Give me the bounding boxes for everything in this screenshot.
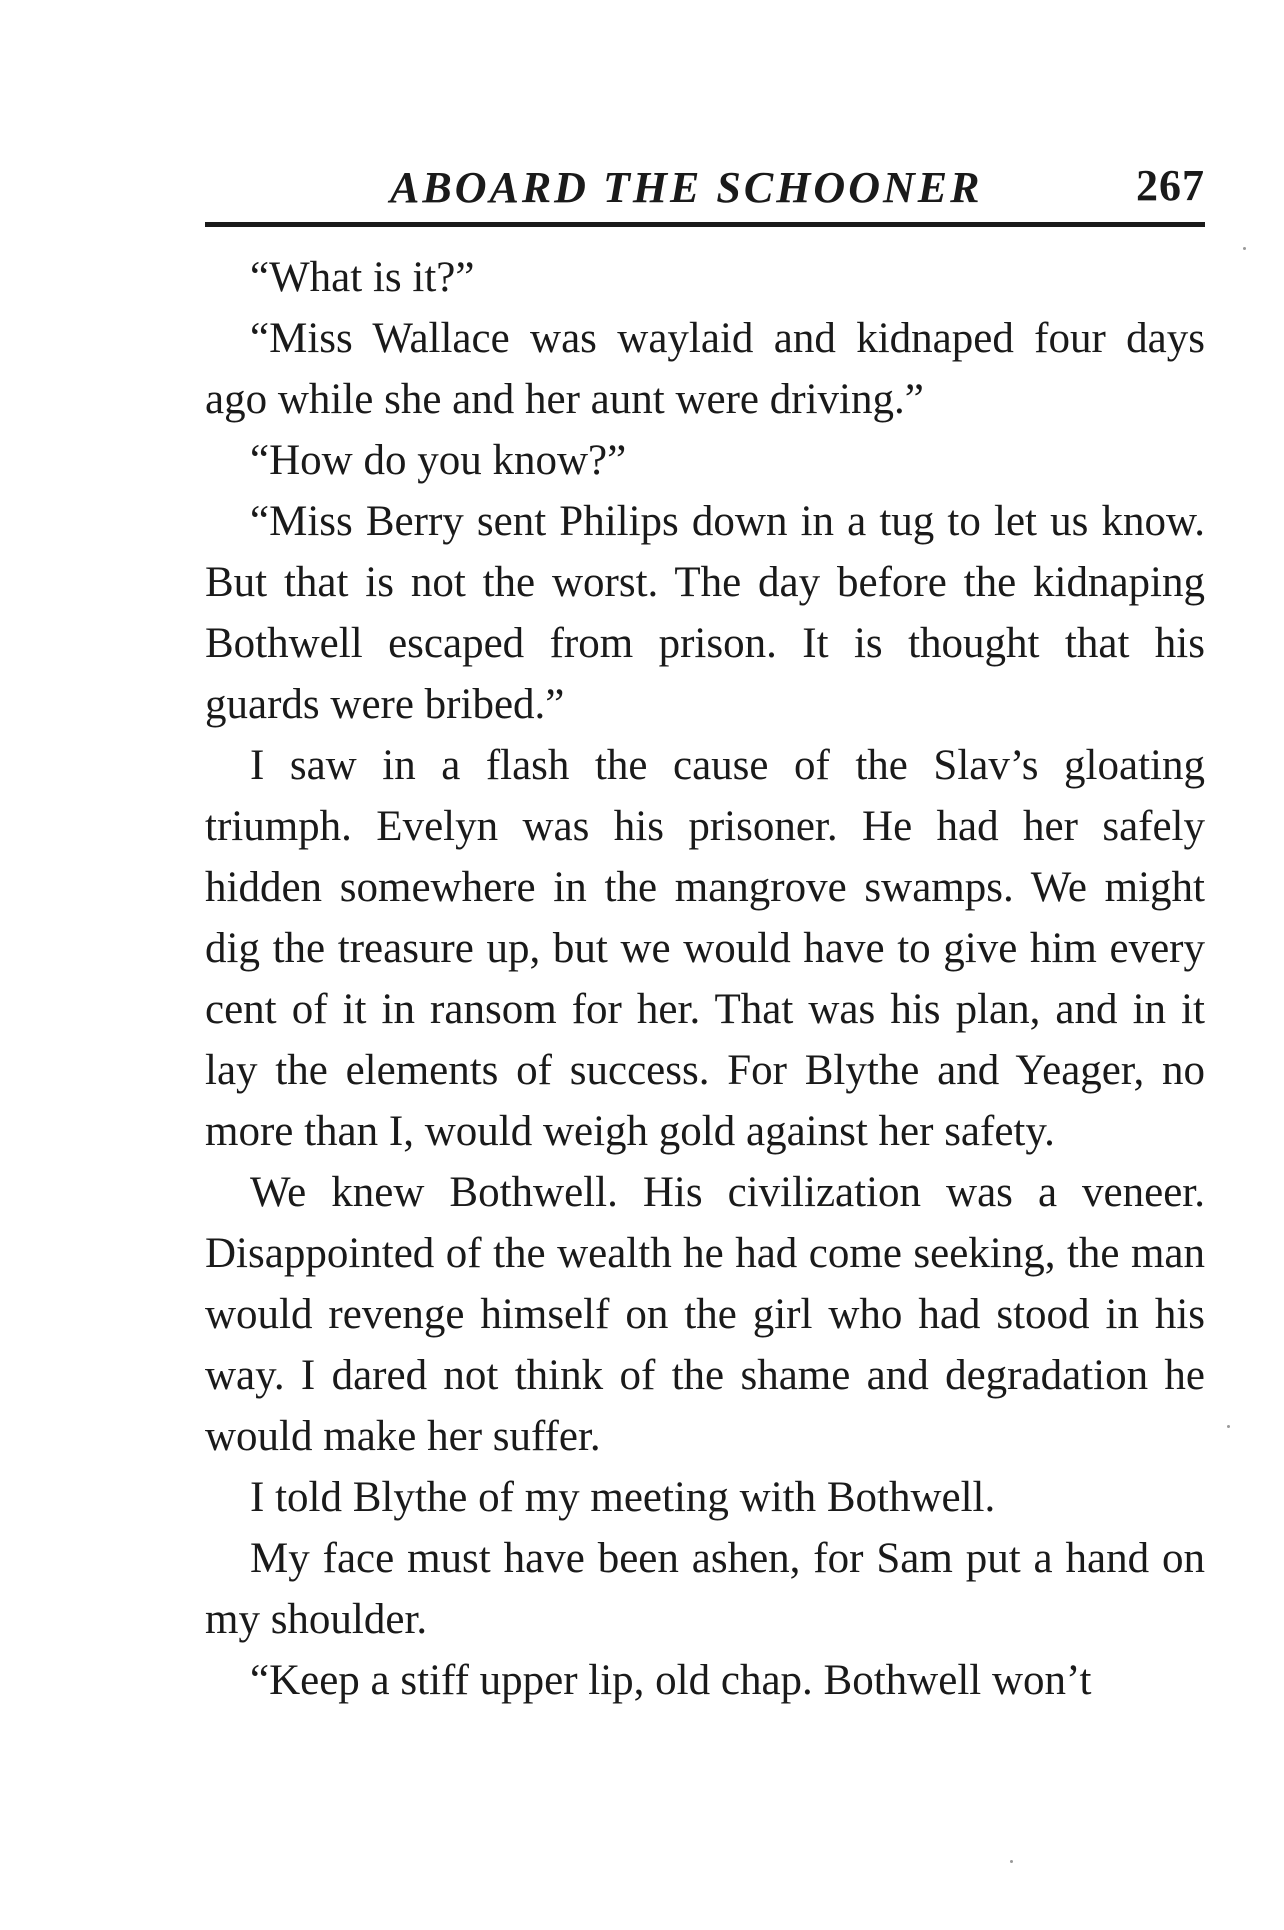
paragraph: “How do you know?”	[250, 437, 627, 484]
paragraph: “What is it?”	[250, 254, 475, 301]
scan-speck	[1227, 1425, 1230, 1428]
paragraph: I told Blythe of my meeting with Bothwell.	[250, 1474, 996, 1521]
paragraph: “Keep a stiff upper lip, old chap. Bothwell won’t	[250, 1657, 1092, 1704]
paragraph: “Miss Wallace was waylaid and kidnaped four days ago while she and her aunt were driving.”	[205, 315, 1205, 423]
paragraph: My face must have been ashen, for Sam put a hand on my shoulder.	[205, 1535, 1205, 1643]
paragraph: We knew Bothwell. His civilization was a veneer. Disappointed of the wealth he had come seeking, the man would revenge himself on the girl who had stood in his way. I dared not think of the shame and degradation he would make her suffer.	[205, 1169, 1205, 1460]
running-title: ABOARD THE SCHOONER	[390, 163, 983, 212]
body-text	[205, 247, 1205, 1711]
paragraph: I saw in a flash the cause of the Slav’s gloating triumph. Evelyn was his prisoner. He had her safely hidden somewhere in the mangrove swamps. We might dig the treasure up, but we would have to give him every cent of it in ransom for her. That was his plan, and in it lay the elements of success. For Blythe and Yeager, no more than I, would weigh gold against her safety.	[205, 742, 1205, 1155]
header-rule	[205, 222, 1205, 227]
scan-speck	[1010, 1860, 1013, 1863]
running-head	[205, 160, 1205, 220]
page-number: 267	[1136, 161, 1205, 210]
paragraph: “Miss Berry sent Philips down in a tug to let us know. But that is not the worst. The day before the kidnaping Bothwell escaped from prison. It is thought that his guards were bribed.”	[205, 498, 1205, 728]
scan-speck	[1243, 247, 1246, 250]
